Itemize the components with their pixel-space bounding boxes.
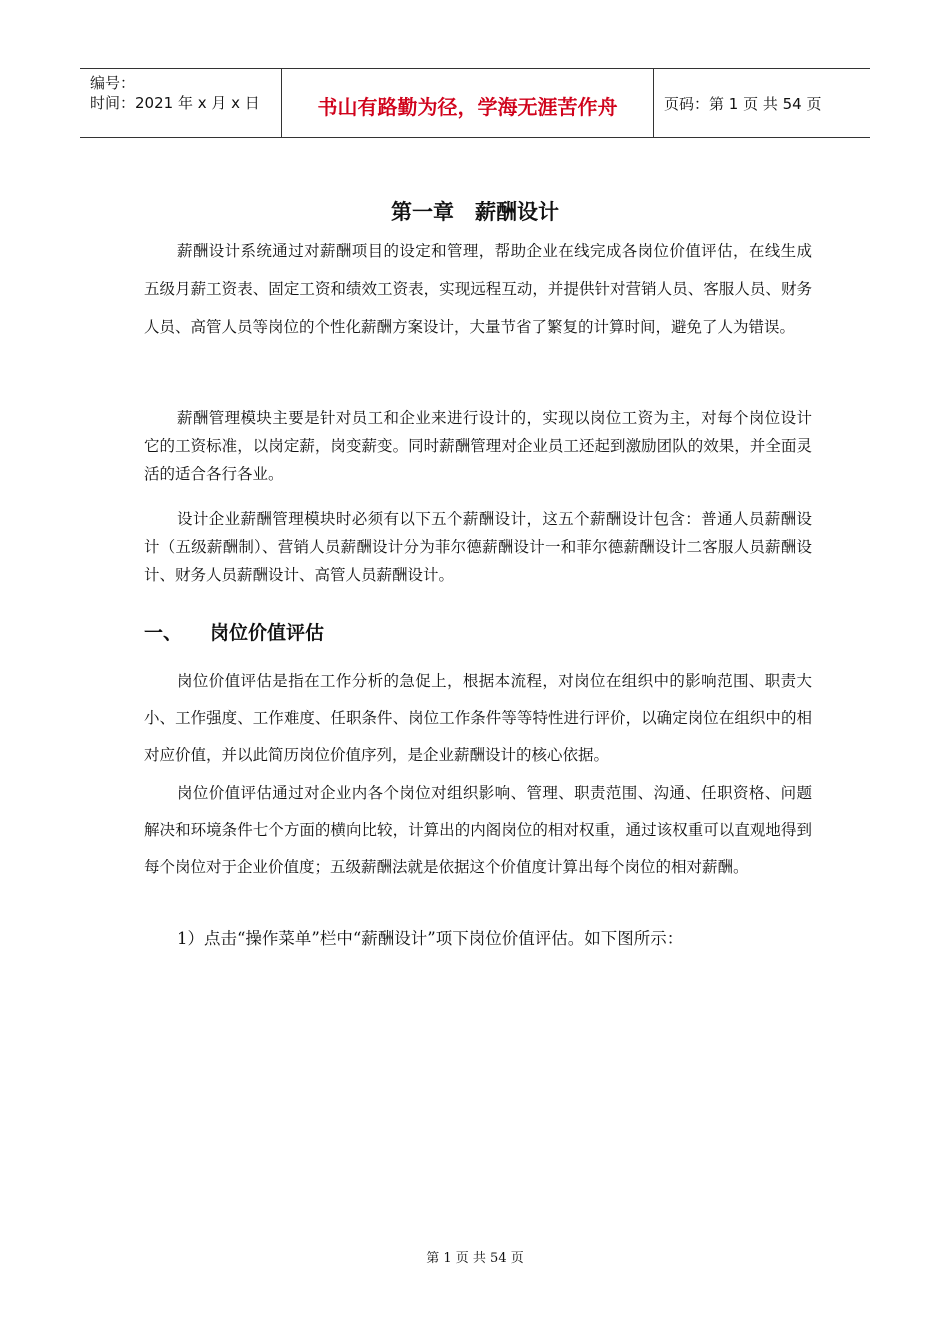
section-title: 岗位价值评估 <box>210 622 325 644</box>
header-motto: 书山有路勤为径，学海无涯苦作舟 <box>317 95 618 119</box>
paragraph-intro: 薪酬设计系统通过对薪酬项目的设定和管理，帮助企业在线完成各岗位价值评估，在线生成五级月薪工资表、固定工资和绩效工资表，实现远程互动，并提供针对营销人员、客服人员、财务人员、高管人员等岗位的个性化薪酬方案设计，大量节省了繁复的计算时间，避免了人为错误。 <box>144 242 812 336</box>
time-label: 时间：2021 年 x 月 x 日 <box>90 94 260 112</box>
paragraph-step-1: 1）点击“操作菜单”栏中“薪酬设计”项下岗位价值评估。如下图所示： <box>177 929 684 948</box>
page-info: 页码：第 1 页 共 54 页 <box>664 95 822 113</box>
header-motto-cell <box>282 69 654 137</box>
header-meta-cell <box>80 69 282 137</box>
document-header <box>80 68 870 138</box>
page-footer: 第 1 页 共 54 页 <box>426 1251 524 1266</box>
paragraph-evaluation-definition: 岗位价值评估是指在工作分析的急促上，根据本流程，对岗位在组织中的影响范围、职责大小、工作强度、工作难度、任职条件、岗位工作条件等等特性进行评价，以确定岗位在组织中的相对应价值，并以此简历岗位价值序列，是企业薪酬设计的核心依据。 <box>144 672 812 764</box>
section-number: 一、 <box>144 622 183 644</box>
paragraph-module: 薪酬管理模块主要是针对员工和企业来进行设计的，实现以岗位工资为主，对每个岗位设计它的工资标准，以岗定薪，岗变薪变。同时薪酬管理对企业员工还起到激励团队的效果，并全面灵活的适合各行各业。 <box>144 409 812 483</box>
paragraph-evaluation-method: 岗位价值评估通过对企业内各个岗位对组织影响、管理、职责范围、沟通、任职资格、问题解决和环境条件七个方面的横向比较，计算出的内阁岗位的相对权重，通过该权重可以直观地得到每个岗位对于企业价值度；五级薪酬法就是依据这个价值度计算出每个岗位的相对薪酬。 <box>144 784 812 876</box>
header-page-cell <box>654 69 870 137</box>
section-heading <box>144 618 324 645</box>
chapter-title: 第一章 薪酬设计 <box>391 200 559 224</box>
paragraph-five-designs: 设计企业薪酬管理模块时必须有以下五个薪酬设计，这五个薪酬设计包含：普通人员薪酬设计（五级薪酬制）、营销人员薪酬设计分为菲尔德薪酬设计一和菲尔德薪酬设计二客服人员薪酬设计、财务人员薪酬设计、高管人员薪酬设计。 <box>144 510 812 584</box>
number-label: 编号： <box>90 74 136 92</box>
